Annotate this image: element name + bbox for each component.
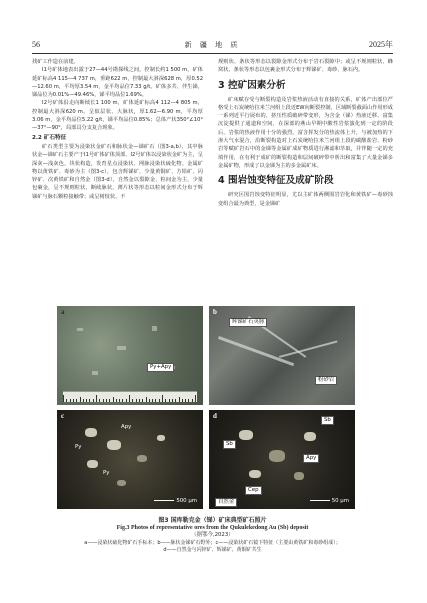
- caption-note: a——浸染状硫化物矿石手标本；b——脉状金锑矿石野外；c——浸染状矿石镜下特征（主要由黄铁矿和毒砂组成）；: [84, 539, 341, 546]
- panel-letter: d: [213, 412, 217, 420]
- caption-chinese: 图3 国库勒克金（锑）矿床典型矿石照片: [158, 517, 267, 524]
- paragraph: 矿石类型主要为浸染状金矿石和脉状金—锑矿石（图3-a,b），其中脉状金—锑矿石主要产于Ⅰ1号矿体矿体顶部，Ⅰ2号矿体以浸染状金矿为主，呈深灰—浅灰色，块状构造，发育星点浸染状、网脉浸染状硫化物。金属矿物以黄铁矿、毒砂为主（图3-c），包含辉锑矿、少量黄铜矿、方铅矿、闪锌矿、次黄铁矿和自然金（图3-d），自然金以裂隙金、粒间金为主，少量包裹金，呈不规则粒状、断续脉状，薄片状等形态以粒间金形式分布于辉锑矿与脉石颗粒接触带；或呈树枝状、不: [32, 143, 203, 200]
- section-heading: 2.2 矿石特征: [32, 134, 67, 141]
- journal-title: 新 疆 地 质: [184, 41, 241, 49]
- mineral-label: Apy: [303, 454, 319, 463]
- photo-panel-d: [209, 410, 355, 509]
- page-number: 56: [32, 40, 40, 49]
- rock-label: 粉砂岩: [315, 376, 337, 385]
- mineral-label: Cep: [245, 486, 262, 495]
- caption-source: （据鄂今,2023）: [191, 532, 234, 539]
- panel-letter: a: [61, 308, 65, 316]
- figure-caption: [32, 517, 393, 555]
- mineral-label: Py+Apy: [147, 363, 174, 372]
- publication-year: 2025年: [369, 40, 393, 49]
- right-column: [218, 58, 393, 208]
- photo-panel-c: [57, 410, 203, 509]
- paragraph: Ⅰ1号矿体地表出露于27—44号勘探线之间，控制长约1 500 m，矿体延矿标高4 115—4 737 m，垂距622 m，控制最大斜深628 m，厚0.52—12.60 m，平均厚3.54 m，金平均品位7.33 g/t。矿体多共、伴生锑，锑品位为0.01%—49.46%，锑平均品位1.69%。: [32, 67, 203, 99]
- ore-photo-figure: [57, 306, 355, 515]
- scale-ruler: [63, 391, 197, 402]
- caption-note: d——自然金与闪锌矿、辉锑矿、黄铜矿共生: [163, 547, 262, 554]
- section-heading: 3 控矿因素分析: [218, 79, 286, 91]
- page-header: [32, 38, 393, 52]
- paragraph: Ⅰ2号矿体沿走向断续长1 100 m，矿体延矿标高4 112—4 805 m，控制最大斜深620 m。呈似层状、大脉状，厚1.62—6.90 m，平均厚3.06 m，金平均品位5.22 g/t，锑平均品位0.85%；总体产状350°∠10°—37°—90°，局部具分支复合现象。: [32, 100, 203, 132]
- mineral-label: Sb: [321, 416, 334, 425]
- mineral-label: 自然金: [215, 498, 237, 507]
- photo-panel-a: [57, 306, 203, 405]
- panel-letter: b: [213, 308, 217, 316]
- panel-letter: c: [61, 412, 65, 420]
- paragraph: 矿床赋存受与断裂构造及岩浆热液活动有直接的关系，矿体产出部位严格受上石炭统哈拉米兰河组上段近EW向断裂控制，区域断裂截面山作用形成一系列近平行展布的、挤压性质破碎带变形，为含金（锑）热液迁移、富集沉淀提供了通道和空间，在深部的燕山早期中酸性岩浆演化到一定的阶段后，岩浆的热液作用十分的强烈。富含挥发分的热流体上升，与被加热的下渗大气水混合，沿断裂构造对上石炭统哈拉米兰河组上段的碳酸盐岩、粉砂岩等赋矿岩石中的金锑等金属矿成矿物质进行淋滤和萃取，并伴随一定的充填作用，在有利于成矿的断裂构造和层间破碎带中析出和富集了大量金锑多金属矿物，形成了以金锑为主的多金属矿床。: [218, 96, 393, 169]
- photo-panel-b: [209, 306, 355, 405]
- mineral-label: Apy: [121, 424, 132, 430]
- mineral-label: Py: [103, 470, 110, 476]
- header-divider: [32, 53, 393, 54]
- scale-bar: 500 μm: [154, 497, 197, 504]
- paragraph: 研究区围岩蚀变特征明显，尤以主矿体两侧围岩岩化和黄铁矿—毒砂蚀变组合最为典型，是金锑矿: [218, 192, 393, 207]
- paragraph: 找矿工作造在前建。: [32, 59, 79, 65]
- mineral-label: Sb: [223, 440, 236, 449]
- scale-bar: 50 μm: [310, 497, 349, 504]
- paragraph: 规则状、条状等形态以裂隙金形式分布于岩石裂隙中；或呈不规则粒状、蜂窝状、条状等形态以包裹金形式分布于辉锑矿、毒砂、脉石内。: [218, 59, 393, 74]
- mineral-label: Py: [75, 444, 82, 450]
- left-column: [32, 58, 203, 201]
- section-heading: 4 围岩蚀变特征及成矿阶段: [218, 175, 334, 187]
- caption-english: Fig.3 Photos of representative ores from the Qukulekedong Au (Sb) deposit: [116, 524, 309, 531]
- vein-label: 辉锑矿石英脉: [229, 318, 267, 327]
